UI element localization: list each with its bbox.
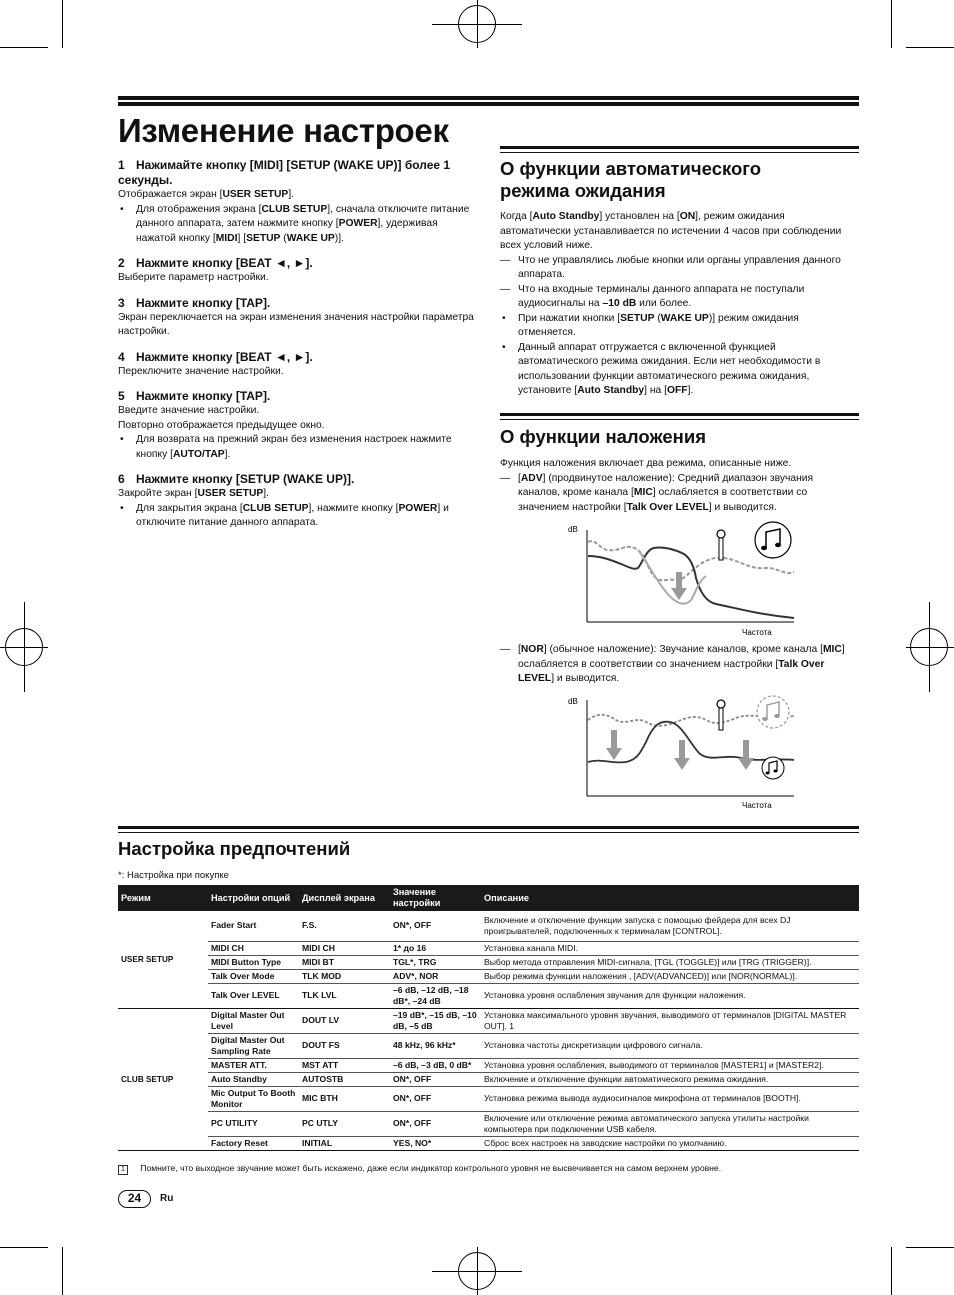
crop-mark — [62, 1247, 63, 1295]
prefs-note: *: Настройка при покупке — [118, 870, 229, 881]
section-rule — [500, 413, 859, 416]
description-cell: Включение или отключение режима автоматического запуска утилиты настройки компьютера при подключении USB кабеля. — [481, 1111, 859, 1136]
talkover-intro: Функция наложения включает два режима, описанные ниже. — [500, 458, 792, 469]
prefs-section-title: Настройка предпочтений — [118, 838, 351, 859]
crop-mark — [62, 0, 63, 48]
step-6-title: 6 Нажмите кнопку [SETUP (WAKE UP)]. — [118, 472, 355, 486]
registration-mark — [458, 1252, 496, 1290]
value-cell: –6 dB, –3 dB, 0 dB* — [390, 1058, 481, 1072]
footnote — [118, 1163, 721, 1175]
nor-talkover-diagram — [566, 692, 796, 812]
mode-cell: USER SETUP — [118, 911, 208, 1008]
step-2-title: 2 Нажмите кнопку [BEAT ◄, ►]. — [118, 256, 313, 270]
column-header: Значение настройки — [390, 885, 481, 911]
table-row — [118, 955, 859, 969]
talkover-section-title: О функции наложения — [500, 426, 706, 447]
option-cell: MIDI CH — [208, 941, 299, 955]
step-6-text: Закройте экран [USER SETUP]. — [118, 488, 270, 499]
standby-bullet: • Данный аппарат отгружается с включенной функцией автоматического режима ожидания. Если нет необходимости в использовании функции автоматического режима ожидания, установите [Auto Standby] на [OFF]. — [500, 341, 858, 399]
down-arrow-icon — [606, 730, 622, 760]
display-cell: MIDI BT — [299, 955, 390, 969]
column-header: Настройки опций — [208, 885, 299, 911]
music-note-icon — [762, 757, 784, 779]
display-cell: F.S. — [299, 911, 390, 941]
down-arrow-icon — [674, 740, 690, 770]
crop-mark — [906, 1247, 954, 1248]
column-header: Дисплей экрана — [299, 885, 390, 911]
step-5-text: Повторно отображается предыдущее окно. — [118, 419, 325, 431]
standby-text — [500, 210, 858, 399]
display-cell: PC UTLY — [299, 1111, 390, 1136]
description-cell: Установка режима вывода аудиосигналов микрофона от терминалов [BOOTH]. — [481, 1086, 859, 1111]
crop-mark — [891, 0, 892, 48]
description-cell: Установка максимального уровня звучания, выводимого от терминалов [DIGITAL MASTER OUT]. 1 — [481, 1008, 859, 1033]
step-1-bullet: • Для отображения экрана [CLUB SETUP], сначала отключите питание данного аппарата, затем нажмите кнопку [POWER], удерживая нажатой кнопку [MIDI] [SETUP (WAKE UP)]. — [118, 203, 474, 247]
steps-column — [118, 150, 474, 531]
attenuated-level-curve — [588, 722, 794, 763]
title-rule — [118, 96, 859, 100]
option-cell: Talk Over LEVEL — [208, 983, 299, 1008]
page-number-badge — [118, 1190, 151, 1208]
standby-section-title: О функции автоматического режима ожидания — [500, 158, 762, 201]
down-arrow-icon — [738, 740, 754, 770]
description-cell: Включение и отключение функции автоматического режима ожидания. — [481, 1072, 859, 1086]
value-cell: TGL*, TRG — [390, 955, 481, 969]
table-row — [118, 983, 859, 1008]
step-2-text: Выберите параметр настройки. — [118, 272, 269, 283]
option-cell: Mic Output To Booth Monitor — [208, 1086, 299, 1111]
table-row — [118, 1058, 859, 1072]
option-cell: Fader Start — [208, 911, 299, 941]
title-rule — [118, 102, 859, 106]
table-row — [118, 1033, 859, 1058]
value-cell: 48 kHz, 96 kHz* — [390, 1033, 481, 1058]
adv-talkover-diagram — [566, 520, 796, 642]
standby-bullet: • При нажатии кнопки [SETUP (WAKE UP)] режим ожидания отменяется. — [500, 312, 858, 341]
column-header: Режим — [118, 885, 208, 911]
chart-ylabel: dB — [568, 697, 578, 706]
description-cell: Сброс всех настроек на заводские настройки по умолчанию. — [481, 1136, 859, 1150]
crop-mark — [891, 1247, 892, 1295]
value-cell: YES, NO* — [390, 1136, 481, 1150]
step-1-text: Отображается экран [USER SETUP]. — [118, 189, 295, 200]
step-5-bullet: • Для возврата на прежний экран без изменения настроек нажмите кнопку [AUTO/TAP]. — [118, 433, 474, 462]
description-cell: Выбор метода отправления MIDI-сигнала, [TGL (TOGGLE)] или [TRG (TRIGGER)]. — [481, 955, 859, 969]
standby-condition: — Что не управлялись любые кнопки или органы управления данного аппарата. — [500, 254, 858, 283]
option-cell: MIDI Button Type — [208, 955, 299, 969]
step-5-text: Введите значение настройки. — [118, 405, 260, 416]
table-header-row — [118, 885, 859, 911]
value-cell: ADV*, NOR — [390, 969, 481, 983]
crop-mark — [0, 1247, 48, 1248]
crop-mark — [906, 47, 954, 48]
registration-mark — [5, 628, 43, 666]
option-cell: Digital Master Out Level — [208, 1008, 299, 1033]
value-cell: ON*, OFF — [390, 1086, 481, 1111]
section-rule — [500, 152, 859, 153]
section-rule — [118, 832, 859, 833]
option-cell: Factory Reset — [208, 1136, 299, 1150]
table-row — [118, 1136, 859, 1150]
step-1-title: 1 Нажимайте кнопку [MIDI] [SETUP (WAKE UP)] более 1 секунды. — [118, 158, 451, 187]
value-cell: –6 dB, –12 dB, –18 dB*, –24 dB — [390, 983, 481, 1008]
attenuated-level-curve — [588, 547, 794, 618]
standby-condition: — Что на входные терминалы данного аппарата не поступали аудиосигналы на –10 dB или более. — [500, 283, 858, 312]
chart-xlabel: Частота — [742, 801, 772, 810]
description-cell: Выбор режима функции наложения , [ADV(ADVANCED)] или [NOR(NORMAL)]. — [481, 969, 859, 983]
chart-ylabel: dB — [568, 525, 578, 534]
page-number: 24 — [127, 1191, 142, 1205]
table-row — [118, 1111, 859, 1136]
display-cell: TLK LVL — [299, 983, 390, 1008]
description-cell: Установка уровня ослабления, выводимого от терминалов [MASTER1] и [MASTER2]. — [481, 1058, 859, 1072]
music-note-icon — [755, 522, 791, 558]
option-cell: Talk Over Mode — [208, 969, 299, 983]
description-cell: Включение и отключение функции запуска с помощью фейдера для всех DJ проигрывателей, подключенных к терминалам [CONTROL]. — [481, 911, 859, 941]
column-header: Описание — [481, 885, 859, 911]
music-note-icon — [757, 696, 789, 728]
option-cell: PC UTILITY — [208, 1111, 299, 1136]
chart-xlabel: Частота — [742, 628, 772, 637]
display-cell: AUTOSTB — [299, 1072, 390, 1086]
option-cell: Digital Master Out Sampling Rate — [208, 1033, 299, 1058]
talkover-text-nor — [500, 643, 858, 687]
description-cell: Установка уровня ослабления звучания для функции наложения. — [481, 983, 859, 1008]
value-cell: ON*, OFF — [390, 911, 481, 941]
display-cell: DOUT LV — [299, 1008, 390, 1033]
value-cell: 1* до 16 — [390, 941, 481, 955]
table-row — [118, 911, 859, 941]
display-cell: DOUT FS — [299, 1033, 390, 1058]
display-cell: INITIAL — [299, 1136, 390, 1150]
step-4-title: 4 Нажмите кнопку [BEAT ◄, ►]. — [118, 349, 313, 364]
option-cell: Auto Standby — [208, 1072, 299, 1086]
registration-mark — [458, 5, 496, 43]
table-row — [118, 1072, 859, 1086]
table-row — [118, 1086, 859, 1111]
step-4-text: Переключите значение настройки. — [118, 365, 284, 377]
step-3-title: 3 Нажмите кнопку [TAP]. — [118, 295, 271, 310]
footnote-text: Помните, что выходное звучание может быть искажено, даже если индикатор контрольного уровня не высвечивается на самом верхнем уровне. — [140, 1163, 722, 1173]
preferences-table — [118, 885, 859, 1151]
step-6-bullet: • Для закрытия экрана [CLUB SETUP], нажмите кнопку [POWER] и отключите питание данного аппарата. — [118, 502, 474, 531]
microphone-icon — [717, 700, 725, 730]
display-cell: TLK MOD — [299, 969, 390, 983]
value-cell: ON*, OFF — [390, 1111, 481, 1136]
description-cell: Установка частоты дискретизации цифрового сигнала. — [481, 1033, 859, 1058]
step-5-title: 5 Нажмите кнопку [TAP]. — [118, 389, 271, 403]
option-cell: MASTER ATT. — [208, 1058, 299, 1072]
section-rule — [500, 419, 859, 420]
value-cell: ON*, OFF — [390, 1072, 481, 1086]
section-rule — [118, 826, 859, 829]
standby-intro: Когда [Auto Standby] установлен на [ON], режим ожидания автоматически устанавливается по истечении 4 часов при соблюдении всех условий ниже. — [500, 211, 842, 251]
registration-mark — [910, 628, 948, 666]
value-cell: –19 dB*, –15 dB, –10 dB, –5 dB — [390, 1008, 481, 1033]
table-row — [118, 1008, 859, 1033]
step-3-text: Экран переключается на экран изменения значения настройки параметра настройки. — [118, 311, 474, 337]
footnote-mark: 1 — [118, 1165, 128, 1175]
microphone-icon — [717, 530, 725, 560]
talkover-adv: — [ADV] (продвинутое наложение): Средний диапазон звучания каналов, кроме канала [MIC] ослабляется в соответствии со значением настройки [Talk Over LEVEL] и выводится. — [500, 472, 858, 516]
table-row — [118, 941, 859, 955]
talkover-text — [500, 457, 858, 515]
language-label: Ru — [160, 1193, 174, 1204]
description-cell: Установка канала MIDI. — [481, 941, 859, 955]
talkover-nor: — [NOR] (обычное наложение): Звучание каналов, кроме канала [MIC] ослабляется в соответствии со значением настройки [Talk Over LEVEL] и выводится. — [500, 643, 858, 687]
display-cell: MIC BTH — [299, 1086, 390, 1111]
crop-mark — [0, 47, 48, 48]
display-cell: MST ATT — [299, 1058, 390, 1072]
table-row — [118, 969, 859, 983]
page-title: Изменение настроек — [118, 112, 449, 149]
section-rule — [500, 146, 859, 149]
display-cell: MIDI CH — [299, 941, 390, 955]
mode-cell: CLUB SETUP — [118, 1008, 208, 1150]
